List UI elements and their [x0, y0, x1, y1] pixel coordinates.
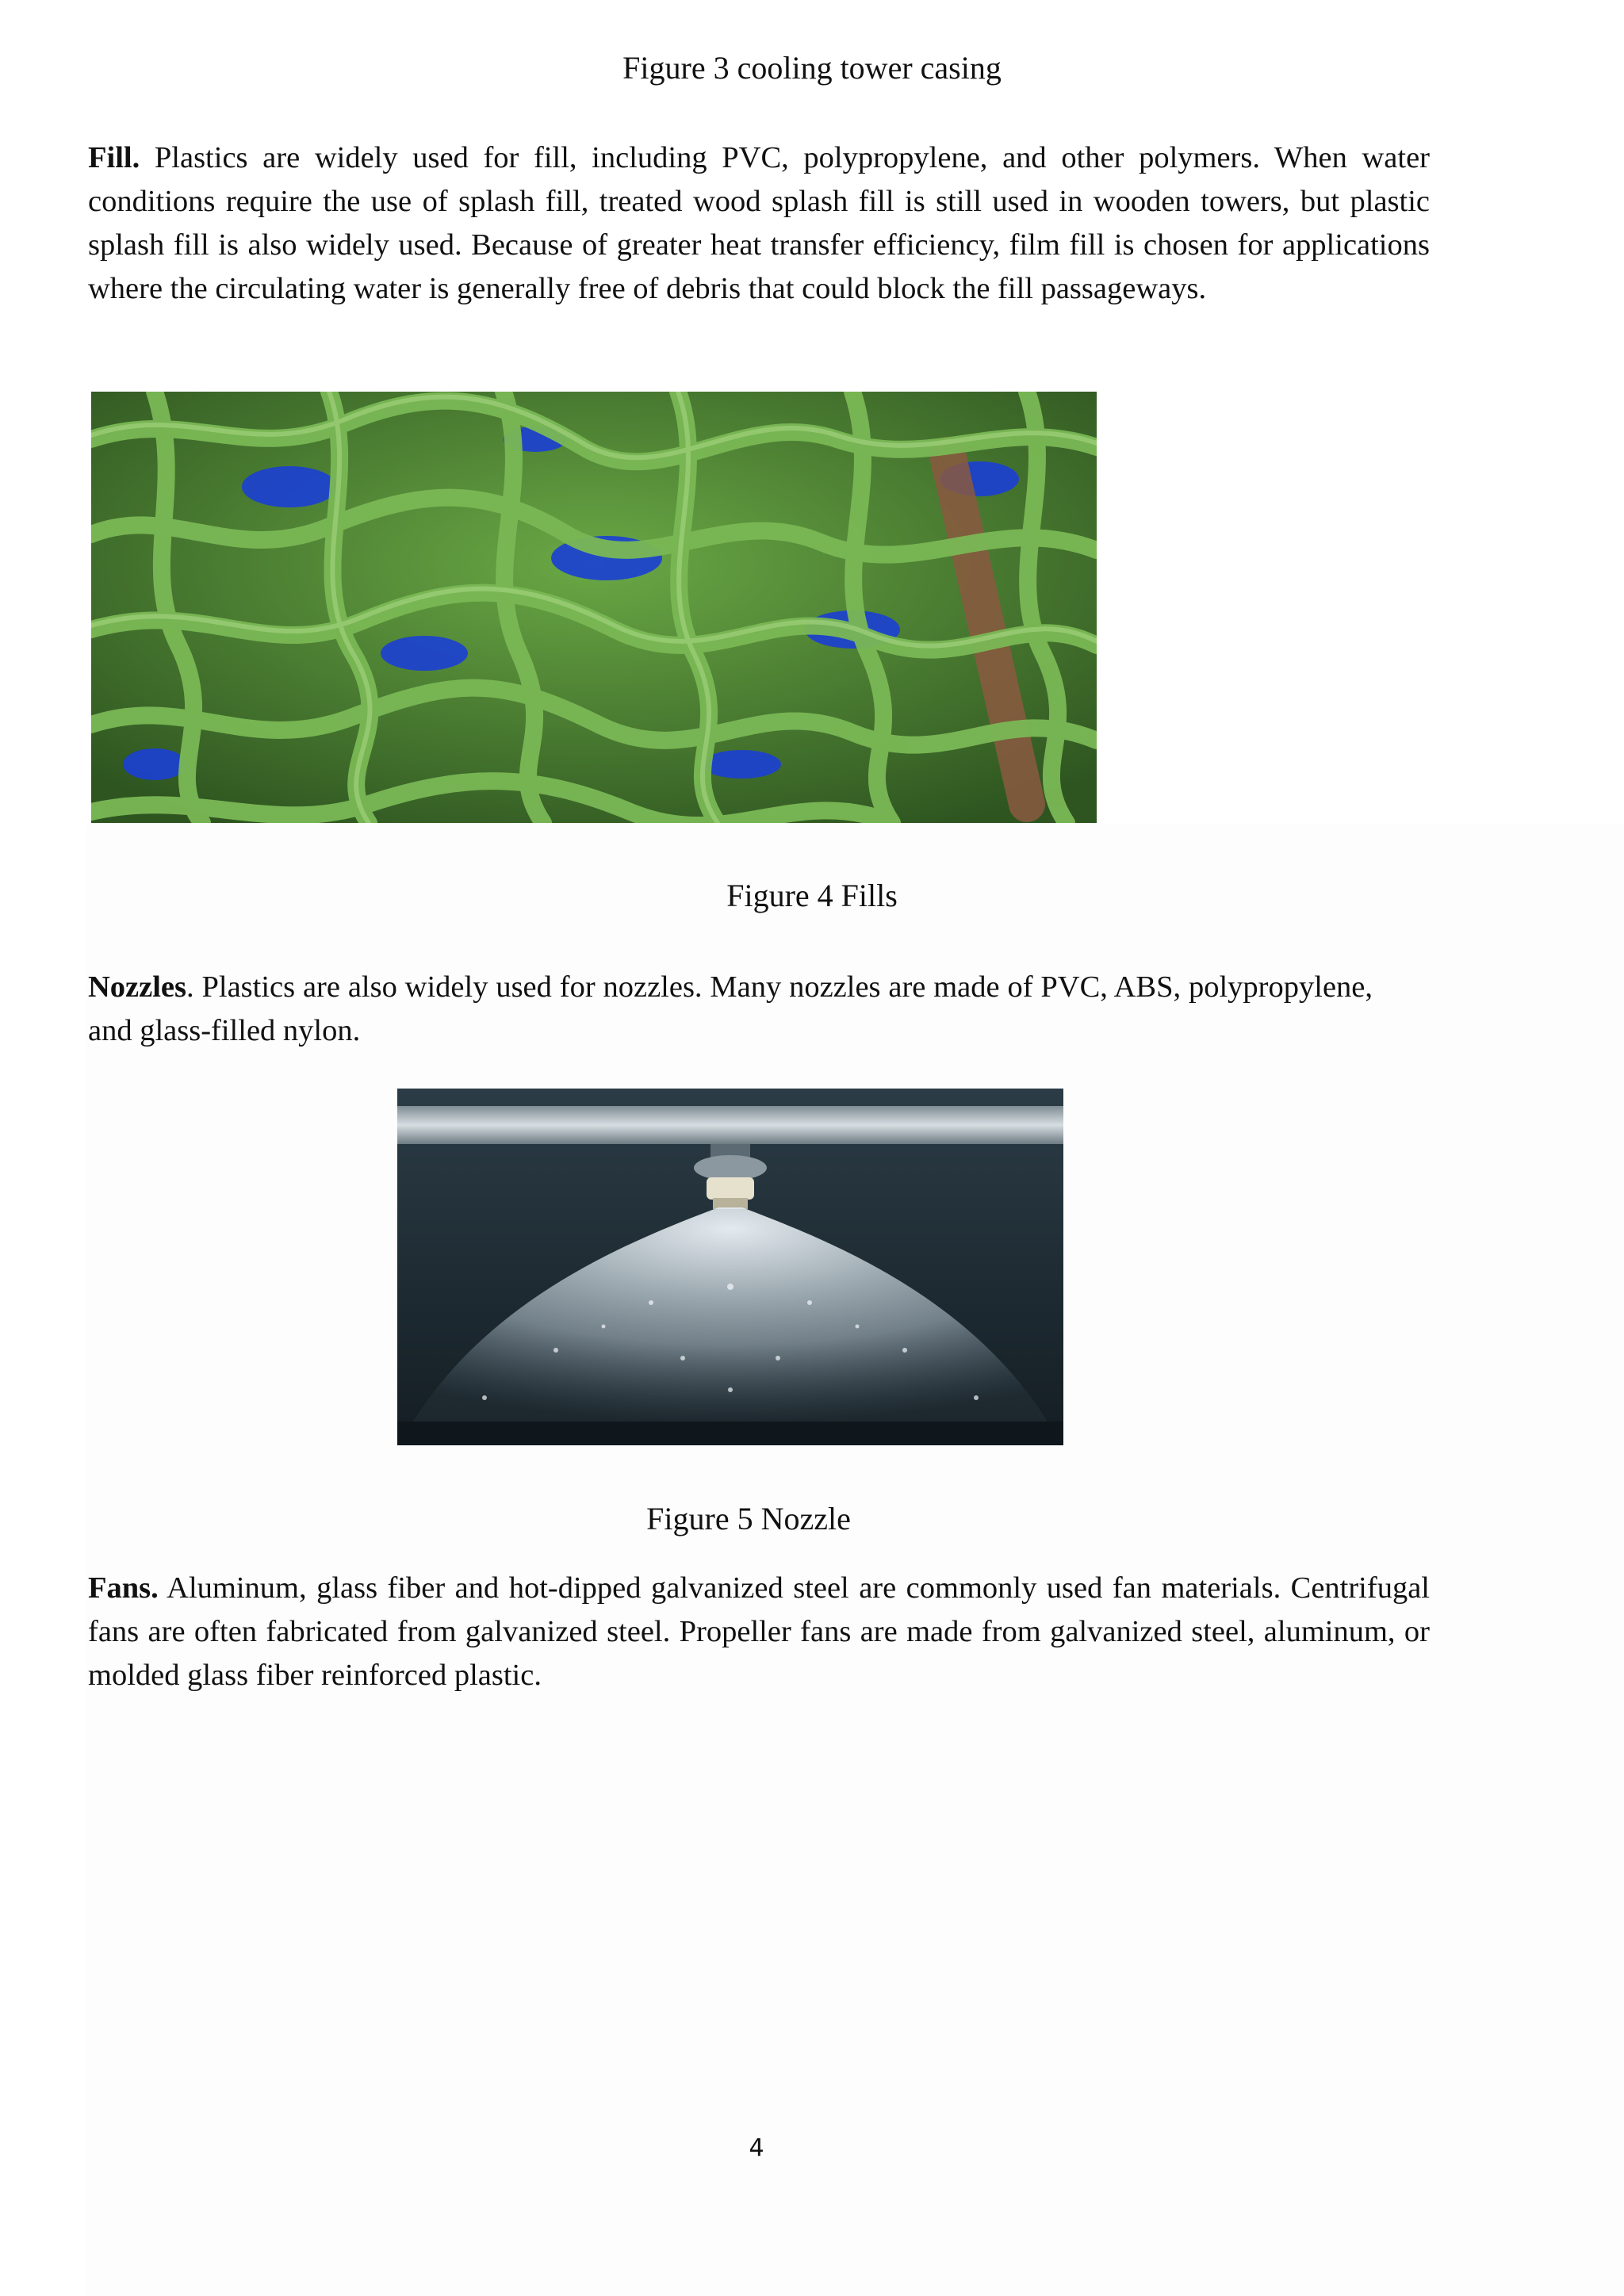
fill-heading: Fill. — [88, 141, 140, 174]
fans-text: Aluminum, glass fiber and hot-dipped galvanized steel are commonly used fan materials. Centrifugal fans are often fabricated from galvanized steel. Propeller fans are made from galvanized steel, aluminum, or molded glass fiber reinforced plastic. — [88, 1571, 1430, 1692]
nozzle-photo-graphic — [397, 1089, 1063, 1445]
figure-5-caption: Figure 5 Nozzle — [646, 1501, 851, 1536]
nozzle-photo — [397, 1089, 1063, 1445]
fill-photo-graphic — [91, 392, 1097, 823]
fans-paragraph — [88, 1567, 1430, 1697]
fill-paragraph — [88, 136, 1430, 311]
figure-3-caption: Figure 3 cooling tower casing — [622, 50, 1002, 86]
fill-text: Plastics are widely used for fill, including PVC, polypropylene, and other polymers. When water conditions require the use of splash fill, treated wood splash fill is still used in wooden towers, but plastic splash fill is also widely used. Because of greater heat transfer efficiency, film fill is chosen for applications where the circulating water is generally free of debris that could block the fill passageways. — [88, 141, 1430, 305]
nozzles-paragraph — [88, 966, 1373, 1053]
fans-heading: Fans. — [88, 1571, 159, 1605]
page-number: 4 — [749, 2134, 764, 2162]
nozzles-heading: Nozzles — [88, 970, 186, 1004]
figure-4-caption: Figure 4 Fills — [726, 878, 898, 913]
nozzles-text: . Plastics are also widely used for nozzles. Many nozzles are made of PVC, ABS, polypropylene, and glass-filled nylon. — [88, 970, 1373, 1047]
fill-photo — [91, 392, 1097, 823]
